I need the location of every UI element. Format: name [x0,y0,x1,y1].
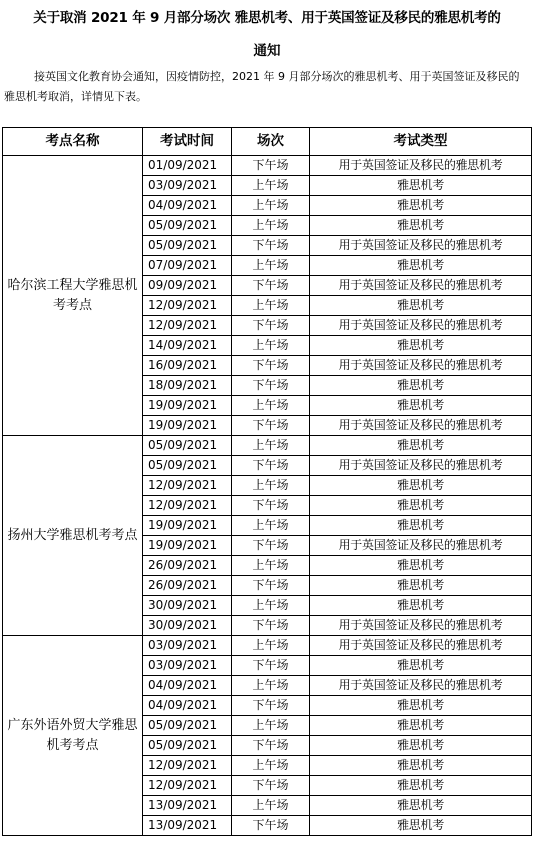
exam-date-cell: 16/09/2021 [143,356,232,376]
exam-type-cell: 用于英国签证及移民的雅思机考 [310,456,532,476]
session-cell: 下午场 [232,816,310,836]
table-body [3,156,532,836]
exam-date-cell: 05/09/2021 [143,736,232,756]
header-session: 场次 [232,128,310,156]
session-cell: 上午场 [232,556,310,576]
exam-date-cell: 05/09/2021 [143,716,232,736]
notice-title: 关于取消 2021 年 9 月部分场次 雅思机考、用于英国签证及移民的雅思机考的 [33,10,501,26]
session-cell: 下午场 [232,536,310,556]
session-cell: 上午场 [232,596,310,616]
exam-type-cell: 用于英国签证及移民的雅思机考 [310,676,532,696]
exam-date-cell: 05/09/2021 [143,216,232,236]
session-cell: 下午场 [232,456,310,476]
session-cell: 上午场 [232,516,310,536]
exam-type-cell: 用于英国签证及移民的雅思机考 [310,276,532,296]
exam-date-cell: 03/09/2021 [143,636,232,656]
session-cell: 上午场 [232,256,310,276]
exam-date-cell: 13/09/2021 [143,796,232,816]
exam-type-cell: 雅思机考 [310,256,532,276]
exam-type-cell: 雅思机考 [310,596,532,616]
session-cell: 上午场 [232,216,310,236]
exam-date-cell: 04/09/2021 [143,696,232,716]
session-cell: 下午场 [232,376,310,396]
session-cell: 下午场 [232,616,310,636]
exam-date-cell: 12/09/2021 [143,476,232,496]
exam-type-cell: 雅思机考 [310,196,532,216]
header-type: 考试类型 [310,128,532,156]
session-cell: 下午场 [232,496,310,516]
session-cell: 下午场 [232,156,310,176]
exam-date-cell: 19/09/2021 [143,396,232,416]
table-row [3,636,532,656]
session-cell: 下午场 [232,316,310,336]
exam-type-cell: 雅思机考 [310,656,532,676]
exam-date-cell: 12/09/2021 [143,496,232,516]
table-row [3,436,532,456]
exam-type-cell: 用于英国签证及移民的雅思机考 [310,156,532,176]
exam-date-cell: 13/09/2021 [143,816,232,836]
session-cell: 下午场 [232,576,310,596]
session-cell: 上午场 [232,196,310,216]
exam-date-cell: 01/09/2021 [143,156,232,176]
session-cell: 上午场 [232,396,310,416]
exam-type-cell: 用于英国签证及移民的雅思机考 [310,636,532,656]
exam-type-cell: 雅思机考 [310,496,532,516]
notice-title-continued: 通知 [253,43,281,59]
exam-date-cell: 07/09/2021 [143,256,232,276]
exam-type-cell: 雅思机考 [310,816,532,836]
exam-type-cell: 雅思机考 [310,476,532,496]
session-cell: 下午场 [232,276,310,296]
exam-date-cell: 03/09/2021 [143,176,232,196]
exam-date-cell: 19/09/2021 [143,536,232,556]
exam-type-cell: 雅思机考 [310,756,532,776]
session-cell: 下午场 [232,776,310,796]
exam-type-cell: 雅思机考 [310,696,532,716]
session-cell: 下午场 [232,416,310,436]
exam-date-cell: 19/09/2021 [143,416,232,436]
exam-type-cell: 用于英国签证及移民的雅思机考 [310,236,532,256]
exam-date-cell: 26/09/2021 [143,576,232,596]
exam-date-cell: 12/09/2021 [143,776,232,796]
site-name-cell: 哈尔滨工程大学雅思机考考点 [3,156,143,436]
session-cell: 上午场 [232,716,310,736]
header-date: 考试时间 [143,128,232,156]
exam-type-cell: 雅思机考 [310,516,532,536]
session-cell: 上午场 [232,676,310,696]
exam-date-cell: 12/09/2021 [143,756,232,776]
exam-type-cell: 雅思机考 [310,436,532,456]
exam-date-cell: 19/09/2021 [143,516,232,536]
exam-type-cell: 雅思机考 [310,376,532,396]
exam-date-cell: 26/09/2021 [143,556,232,576]
session-cell: 上午场 [232,296,310,316]
site-name-cell: 扬州大学雅思机考考点 [3,436,143,636]
exam-type-cell: 雅思机考 [310,336,532,356]
exam-date-cell: 03/09/2021 [143,656,232,676]
exam-date-cell: 30/09/2021 [143,616,232,636]
exam-type-cell: 用于英国签证及移民的雅思机考 [310,356,532,376]
exam-date-cell: 12/09/2021 [143,316,232,336]
exam-type-cell: 雅思机考 [310,776,532,796]
session-cell: 下午场 [232,696,310,716]
exam-type-cell: 用于英国签证及移民的雅思机考 [310,416,532,436]
session-cell: 上午场 [232,176,310,196]
exam-type-cell: 雅思机考 [310,576,532,596]
exam-type-cell: 雅思机考 [310,296,532,316]
exam-date-cell: 05/09/2021 [143,456,232,476]
exam-type-cell: 雅思机考 [310,716,532,736]
site-name-cell: 广东外语外贸大学雅思机考考点 [3,636,143,836]
exam-date-cell: 09/09/2021 [143,276,232,296]
session-cell: 上午场 [232,636,310,656]
exam-date-cell: 12/09/2021 [143,296,232,316]
exam-type-cell: 雅思机考 [310,176,532,196]
exam-type-cell: 雅思机考 [310,736,532,756]
exam-type-cell: 雅思机考 [310,796,532,816]
session-cell: 上午场 [232,336,310,356]
exam-date-cell: 05/09/2021 [143,236,232,256]
exam-type-cell: 用于英国签证及移民的雅思机考 [310,616,532,636]
exam-type-cell: 雅思机考 [310,396,532,416]
session-cell: 下午场 [232,356,310,376]
session-cell: 上午场 [232,476,310,496]
exam-date-cell: 30/09/2021 [143,596,232,616]
exam-date-cell: 05/09/2021 [143,436,232,456]
exam-type-cell: 雅思机考 [310,556,532,576]
exam-type-cell: 用于英国签证及移民的雅思机考 [310,316,532,336]
session-cell: 下午场 [232,236,310,256]
session-cell: 上午场 [232,796,310,816]
exam-type-cell: 雅思机考 [310,216,532,236]
exam-date-cell: 04/09/2021 [143,676,232,696]
cancellation-table [2,127,532,836]
notice-intro: 接英国文化教育协会通知，因疫情防控，2021 年 9 月部分场次的雅思机考、用于英国签证及移民的雅思机考取消，详情见下表。 [4,70,520,103]
exam-date-cell: 14/09/2021 [143,336,232,356]
session-cell: 下午场 [232,736,310,756]
exam-date-cell: 18/09/2021 [143,376,232,396]
table-header-row [3,128,532,156]
header-site: 考点名称 [3,128,143,156]
session-cell: 上午场 [232,436,310,456]
table-row [3,156,532,176]
session-cell: 上午场 [232,756,310,776]
exam-type-cell: 用于英国签证及移民的雅思机考 [310,536,532,556]
exam-date-cell: 04/09/2021 [143,196,232,216]
session-cell: 下午场 [232,656,310,676]
